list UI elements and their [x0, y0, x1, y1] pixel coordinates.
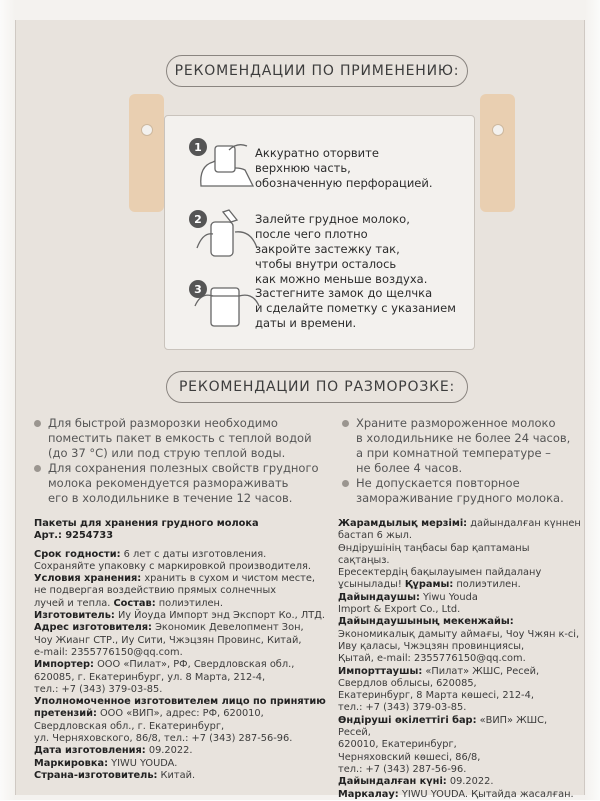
step-number: 1	[189, 138, 207, 156]
defrost-bullet: Для быстрой разморозки необходимо поместить пакет в емкость с теплой водой (до 37 °С) или под струю теплой воды.	[34, 416, 334, 461]
storage-label: Условия хранения:	[34, 573, 142, 585]
usage-title-pill	[166, 55, 468, 87]
right-hanger-tab	[480, 94, 515, 212]
kz-maker-label: Дайындаушы:	[338, 591, 420, 603]
marking-label: Маркировка:	[34, 757, 109, 769]
step-number: 3	[189, 280, 207, 298]
kz-marking-label: Маркалау:	[338, 788, 399, 800]
defrost-title: РЕКОМЕНДАЦИИ ПО РАЗМОРОЗКЕ:	[178, 379, 456, 395]
step-text: Аккуратно оторвите верхнюю часть, обозначенную перфорацией.	[255, 146, 433, 190]
maker-address-value: Экономик Девелопмент Зон, Чоу Жианг СТР., Иу Сити, Чжэцзян Провинс, Китай, e-mail: 2355776150@qq.com.	[34, 622, 304, 658]
instruction-card	[164, 115, 475, 350]
shelf-life-value: 6 лет с даты изготовления. Сохраняйте упаковку с маркировкой производителя.	[34, 548, 311, 572]
hanger-hole	[492, 124, 504, 136]
step-text: Застегните замок до щелчка и сделайте пометку с указанием даты и времени.	[255, 286, 456, 330]
kz-composition-label: Құрамы:	[404, 579, 454, 591]
article-number: Арт.: 9254733	[34, 530, 114, 542]
country-value: Китай.	[157, 769, 196, 781]
kz-maker-address-label: Дайындаушының мекенжайы:	[338, 616, 514, 628]
left-hanger-tab	[129, 94, 164, 212]
kz-maker-address-value: Экономикалық дамыту аймағы, Чоу Чжян к-сі, Иву қаласы, Чжэцзян провинциясы, Қытай, e-mail: 2355776150@qq.com.	[338, 628, 580, 665]
defrost-left-list	[34, 416, 334, 506]
kz-importer-label: Импорттаушы:	[338, 665, 423, 677]
step-1	[165, 136, 474, 196]
kz-maker-value: Yiwu Youda Import & Export Co., Ltd.	[338, 591, 478, 616]
kz-composition-value: полиэтилен.	[453, 579, 521, 591]
defrost-bullet: Храните размороженное молоко в холодильнике не более 24 часов, а при комнатной температуре – не более 4 часов.	[342, 416, 578, 476]
kz-shelf-value: дайындалған күннен бастап 6 жыл. Өндірушінің таңбасы бар қаптаманы сақтаңыз. Ересектердің бақылауымен пайдалану ұсынылады!	[338, 518, 581, 591]
info-russian	[34, 518, 326, 782]
kz-date-label: Дайындалған күні:	[338, 776, 447, 788]
composition-value: полиэтилен.	[155, 597, 224, 609]
date-label: Дата изготовления:	[34, 745, 146, 757]
country-label: Страна-изготовитель:	[34, 769, 158, 781]
defrost-title-pill	[166, 371, 468, 403]
hanger-hole	[141, 124, 153, 136]
maker-value: Иу Йоуда Импорт энд Экспорт Ко., ЛТД.	[114, 610, 326, 622]
importer-label: Импортер:	[34, 659, 94, 671]
usage-title: РЕКОМЕНДАЦИИ ПО ПРИМЕНЕНИЮ:	[174, 63, 460, 79]
claims-label: Уполномоченное изготовителем лицо по принятию претензий:	[34, 696, 326, 720]
kz-date-value: 09.2022.	[446, 776, 494, 788]
step-2	[165, 208, 474, 286]
composition-label: Состав:	[113, 597, 156, 609]
date-value: 09.2022.	[145, 745, 193, 757]
kz-rep-value: «ВИП» ЖШС, Ресей, 620010, Екатеринбург, Черняховский көшесі, 86/8, тел.: +7 (343) 287-56-96.	[338, 714, 548, 775]
step-text: Залейте грудное молоко, после чего плотно закройте застежку так, чтобы внутри осталось как можно меньше воздуха.	[255, 212, 428, 286]
kz-marking-value: YIWU YOUDA. Қытайда жасалған.	[398, 788, 574, 800]
maker-label: Изготовитель:	[34, 610, 115, 622]
step-3	[165, 278, 474, 338]
shelf-life-label: Срок годности:	[34, 548, 121, 560]
product-name: Пакеты для хранения грудного молока	[34, 518, 259, 529]
defrost-right-list	[342, 416, 578, 506]
claims-value: ООО «ВИП», адрес: РФ, 620010, Свердловская обл., г. Екатеринбург, ул. Черняховского, 86/8, тел.: +7 (343) 287-56-96.	[34, 708, 293, 745]
marking-value: YIWU YOUDA.	[108, 757, 178, 769]
info-kazakh	[338, 518, 582, 801]
kz-shelf-label: Жарамдылық мерзімі:	[338, 518, 468, 529]
defrost-bullet: Для сохранения полезных свойств грудного молока рекомендуется размораживать его в холодильнике в течение 12 часов.	[34, 461, 334, 506]
defrost-bullet: Не допускается повторное замораживание грудного молока.	[342, 476, 578, 506]
importer-value: ООО «Пилат», РФ, Свердловская обл., 620085, г. Екатеринбург, ул. 8 Марта, 212-4, тел.: +7 (343) 379-03-85.	[34, 659, 295, 695]
maker-address-label: Адрес изготовителя:	[34, 622, 152, 634]
box-panel	[15, 20, 585, 800]
kz-importer-value: «Пилат» ЖШС, Ресей, Свердлов облысы, 620085, Екатеринбург, 8 Марта көшесі, 212-4, тел.: +7 (343) 379-03-85.	[338, 665, 540, 714]
step-number: 2	[189, 210, 207, 228]
storage-value: хранить в сухом и чистом месте, не подвергая воздействию прямых солнечных лучей и тепла.	[34, 573, 315, 609]
kz-rep-label: Өндіруші өкілеттігі бар:	[338, 714, 477, 726]
